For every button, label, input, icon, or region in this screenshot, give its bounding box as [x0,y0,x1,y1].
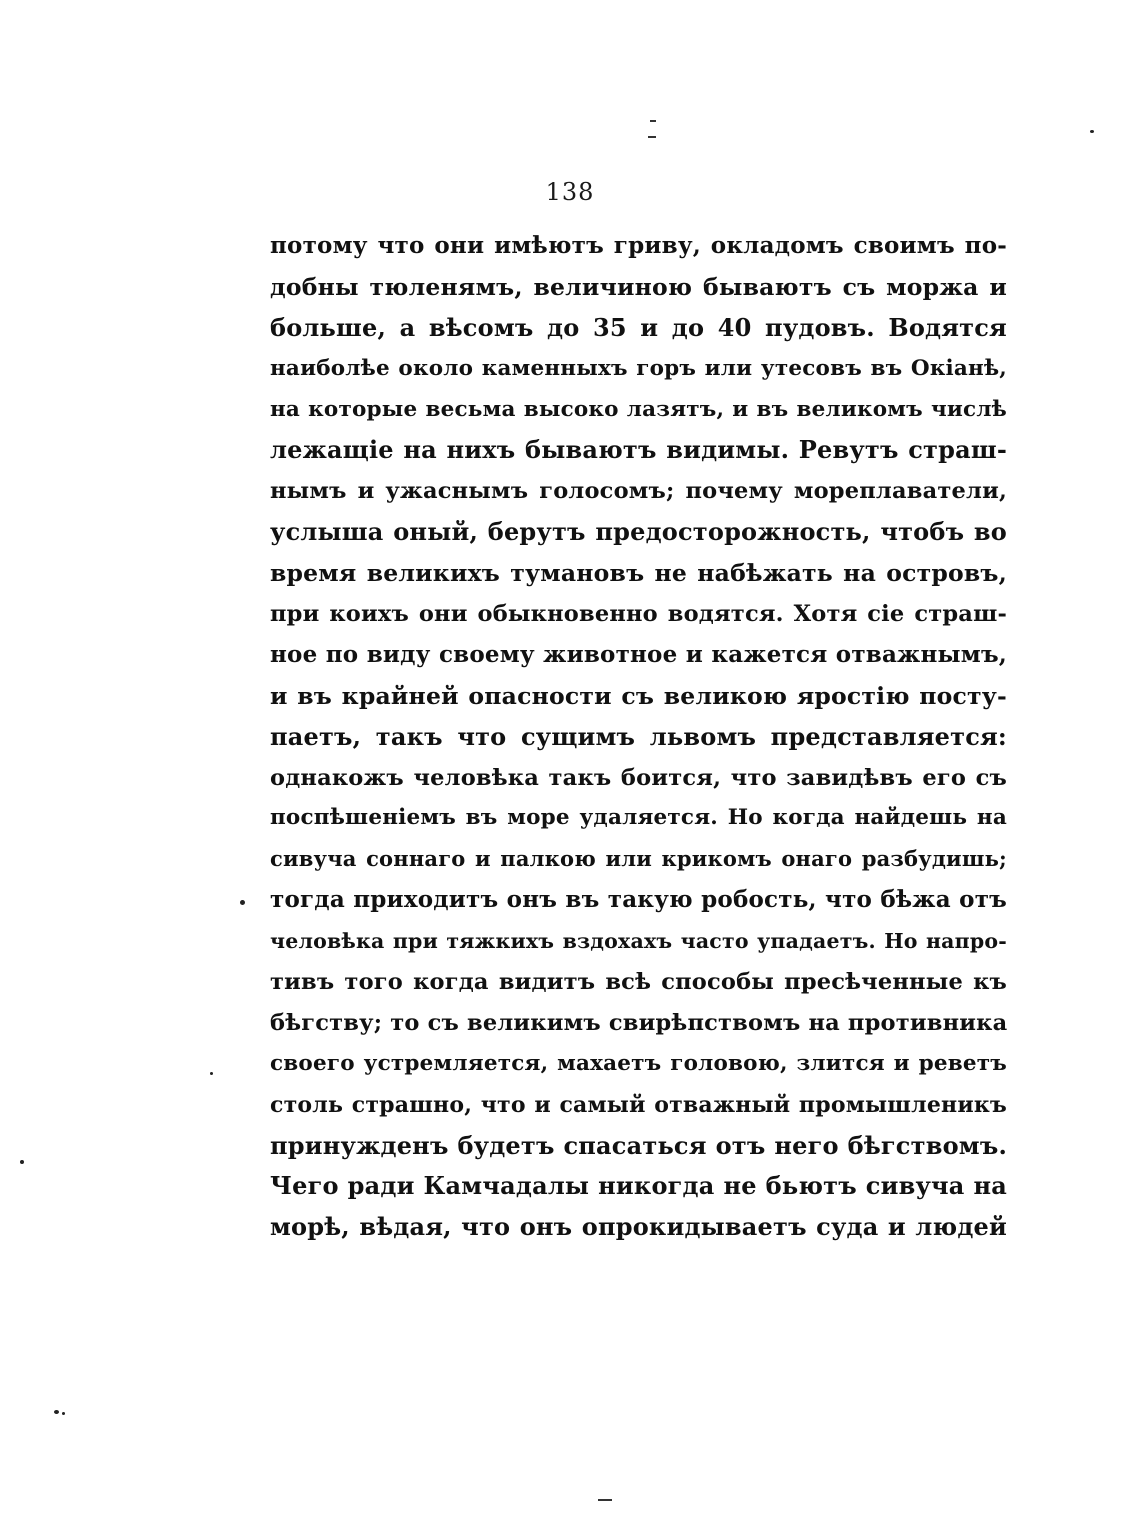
text-line: поспѣшеніемъ въ море удаляется. Но когда найдешь на [270,805,1007,831]
text-line: тогда приходитъ онъ въ такую робость, что бѣжа отъ [270,886,1007,914]
text-line: своего устремляется, махаетъ головою, злится и реветъ [270,1050,1007,1076]
scan-mark [648,136,656,138]
scan-speck [62,1412,65,1415]
body-text [270,226,1007,1248]
scan-mark [650,120,656,122]
scan-speck [240,900,245,905]
text-line: однакожъ человѣка такъ боится, что завидѣвъ его съ [270,764,1007,791]
text-line: бѣгству; то съ великимъ свирѣпствомъ на противника [270,1009,1008,1036]
text-line: больше, а вѣсомъ до 35 и до 40 пудовъ. Водятся [270,312,1007,342]
scan-mark [598,1499,612,1501]
scan-speck [1090,130,1094,133]
text-line: Чего ради Камчадалы никогда не бьютъ сивуча на [270,1171,1007,1201]
text-line: морѣ, вѣдая, что онъ опрокидываетъ суда и людей [270,1212,1007,1242]
page-number: 138 [545,178,595,206]
scan-speck [210,1072,213,1075]
text-line: лежащіе на нихъ бываютъ видимы. Ревутъ страш- [270,435,1007,465]
text-line: принужденъ будетъ спасаться отъ него бѣгствомъ. [270,1130,1007,1160]
text-line: услыша оный, берутъ предосторожность, чтобъ во [270,517,1007,547]
scan-speck [20,1160,24,1164]
text-line: сивуча соннаго и палкою или крикомъ онаго разбудишь; [270,846,1007,872]
text-line: и въ крайней опасности съ великою яростію посту- [270,681,1007,710]
scan-speck [54,1410,59,1414]
text-line: тивъ того когда видитъ всѣ способы пресѣченные къ [270,969,1007,996]
text-line: ное по виду своему животное и кажется отважнымъ, [270,640,1007,668]
text-line: на которые весьма высоко лазятъ, и въ великомъ числѣ [270,396,1007,422]
text-line: наиболѣе около каменныхъ горъ или утесовъ въ Окіанѣ, [270,355,1007,381]
text-line: время великихъ тумановъ не набѣжать на островъ, [270,559,1007,588]
text-line: добны тюленямъ, величиною бываютъ съ моржа и [270,272,1007,301]
text-line: при коихъ они обыкновенно водятся. Хотя сіе страш- [270,601,1007,628]
text-line: человѣка при тяжкихъ вздохахъ часто упадаетъ. Но напро- [270,929,1007,954]
text-line: паетъ, такъ что сущимъ львомъ представляется: [270,721,1007,751]
text-line: столь страшно, что и самый отважный промышленикъ [270,1091,1007,1118]
text-line: потому что они имѣютъ гриву, окладомъ своимъ по- [270,232,1007,259]
text-line: нымъ и ужаснымъ голосомъ; почему мореплаватели, [270,478,1007,505]
